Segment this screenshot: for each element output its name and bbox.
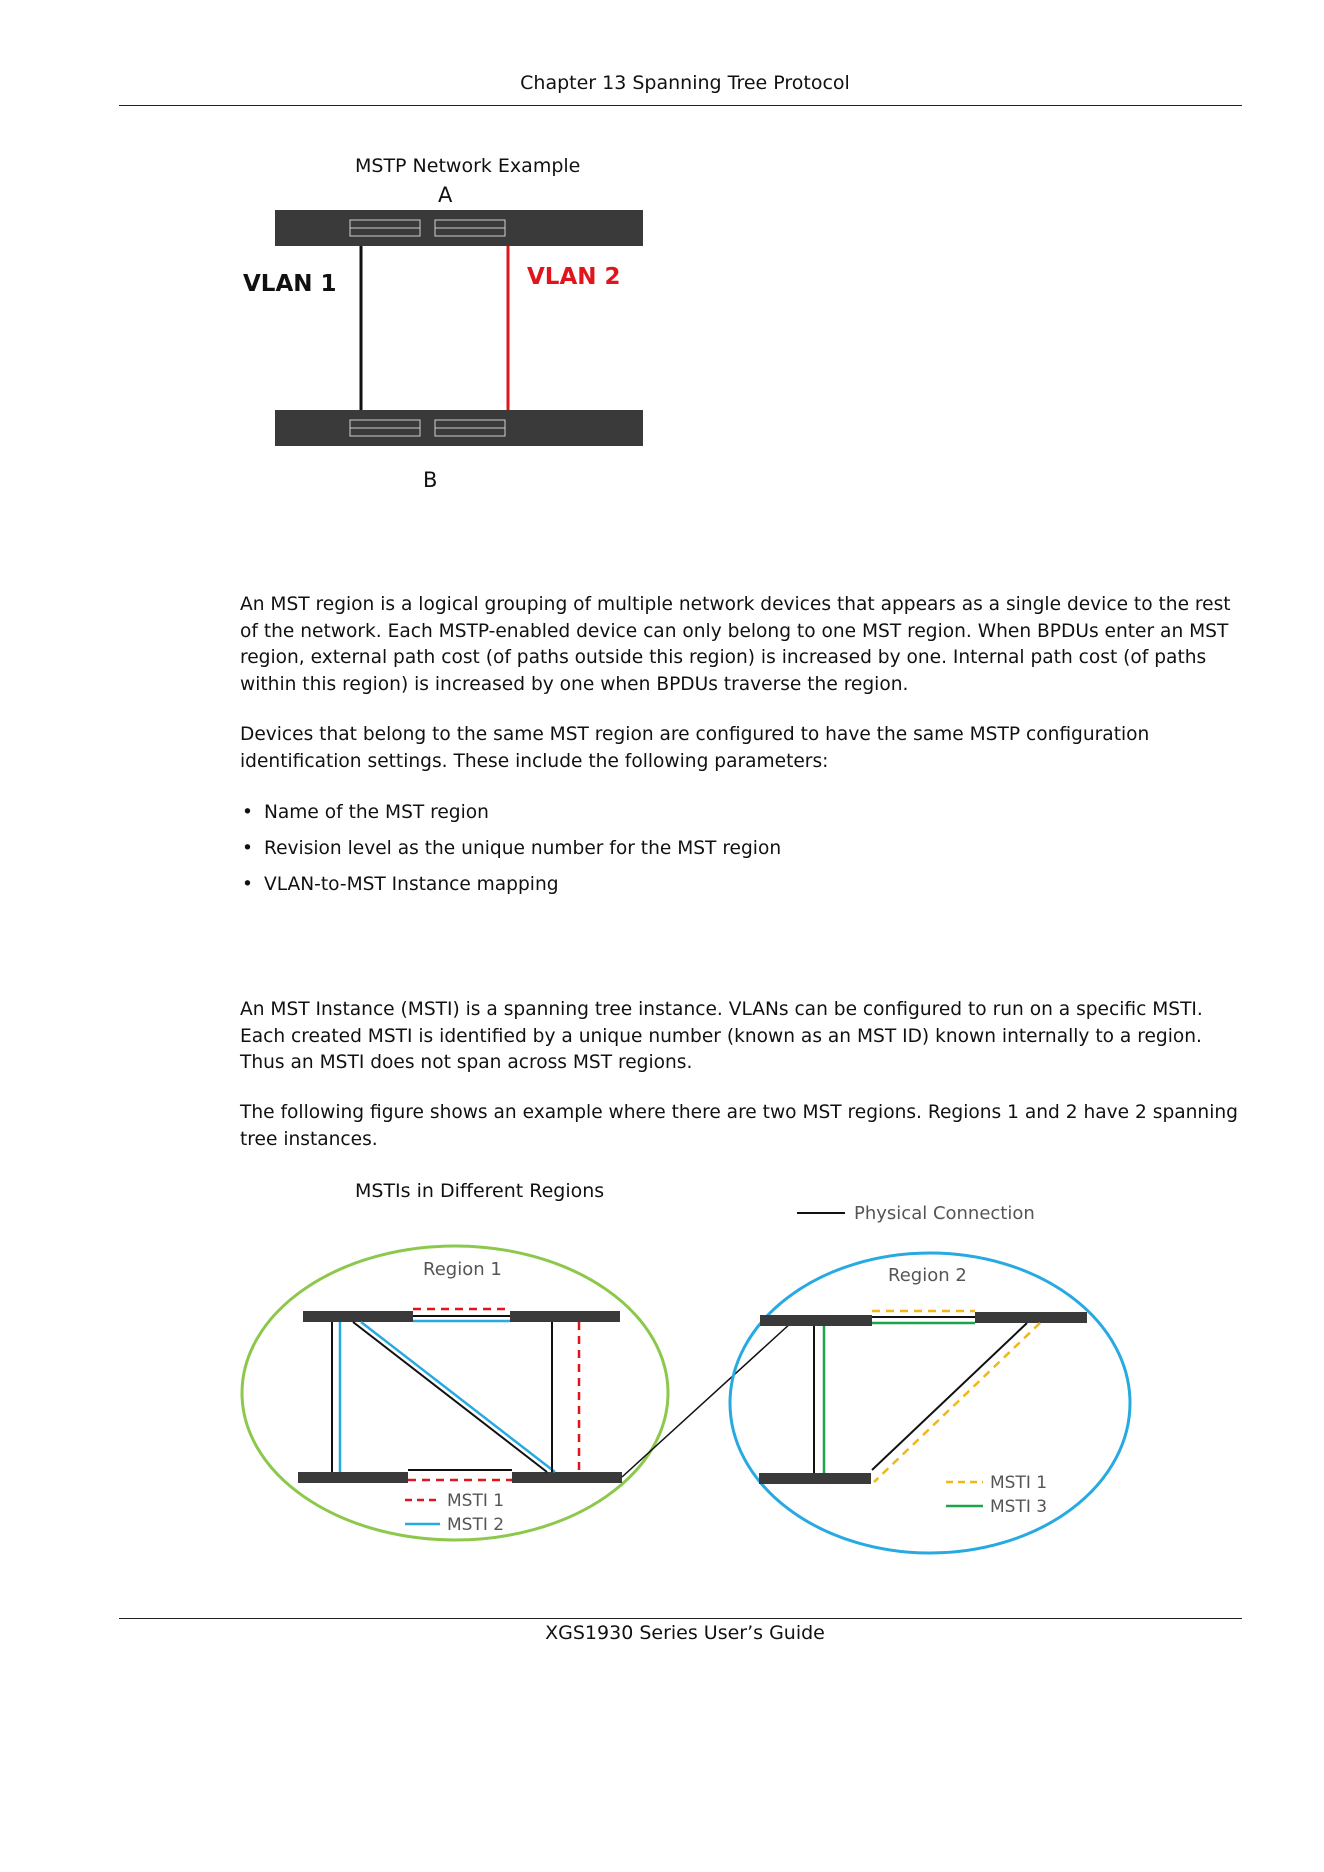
inter-region-link: [622, 1322, 792, 1477]
vlan1-label: VLAN 1: [243, 271, 337, 297]
paragraph-figure-intro: The following figure shows an example where there are two MST regions. Regions 1 and 2 have 2 spanning tree instances.: [240, 1102, 1238, 1150]
mstp-network-diagram: [235, 180, 655, 500]
figure2-title: MSTIs in Different Regions: [355, 1180, 605, 1202]
region2-link-diagonal: [872, 1323, 1027, 1470]
chapter-header: Chapter 13 Spanning Tree Protocol: [520, 72, 850, 94]
paragraph-mst-region: An MST region is a logical grouping of multiple network devices that appears as a single device to the rest of the network. Each MSTP-enabled device can only belong to one MST region. When BPDUs enter an MST region, external path cost (of paths outside this region) is increased by one. Internal path cost (of paths within this region) is increased by one when BPDUs traverse the region.: [240, 594, 1231, 695]
footer-guide-title: XGS1930 Series User’s Guide: [545, 1622, 825, 1644]
region1-switch-top-left: [303, 1311, 413, 1322]
header-rule: [119, 105, 1242, 106]
region2-switch-top-left: [760, 1315, 872, 1326]
region1-label: Region 1: [423, 1259, 502, 1280]
msti-regions-diagram: [240, 1195, 1160, 1565]
switch-b-label: B: [423, 468, 438, 492]
figure1-title: MSTP Network Example: [355, 155, 581, 177]
region2-legend-msti3-label: MSTI 3: [990, 1497, 1048, 1517]
paragraph-msti: An MST Instance (MSTI) is a spanning tree instance. VLANs can be configured to run on a specific MSTI. Each created MSTI is identified by a unique number (known as an MST ID) known internally to a region. Thus an MSTI does not span across MST regions.: [240, 999, 1203, 1073]
footer-rule: [119, 1618, 1242, 1619]
region2-boundary: [730, 1253, 1130, 1553]
vlan2-label: VLAN 2: [527, 264, 621, 290]
list-item: • Name of the MST region: [242, 802, 489, 823]
region2-label: Region 2: [888, 1265, 967, 1286]
parameter-list: [240, 800, 1240, 908]
region2-switch-bottom-left: [759, 1473, 871, 1484]
legend-physical-label: Physical Connection: [854, 1203, 1035, 1224]
region1-switch-bottom-right: [512, 1472, 622, 1483]
region1-link-diagonal: [353, 1322, 547, 1472]
region1-legend-msti1-label: MSTI 1: [447, 1491, 505, 1511]
region2-switch-top-right: [975, 1312, 1087, 1323]
region2-link-diagonal-msti1: [874, 1323, 1040, 1482]
region1-switch-top-right: [510, 1311, 620, 1322]
region1-legend-msti2-label: MSTI 2: [447, 1515, 505, 1535]
region1-switch-bottom-left: [298, 1472, 408, 1483]
region1-link-diagonal-msti2: [361, 1322, 555, 1472]
list-item: • VLAN-to-MST Instance mapping: [242, 874, 559, 895]
region2-legend-msti1-label: MSTI 1: [990, 1473, 1048, 1493]
paragraph-same-region: Devices that belong to the same MST region are configured to have the same MSTP configuration identification settings. These include the following parameters:: [240, 724, 1150, 772]
switch-a-label: A: [438, 183, 453, 207]
list-item: • Revision level as the unique number for the MST region: [242, 838, 782, 859]
